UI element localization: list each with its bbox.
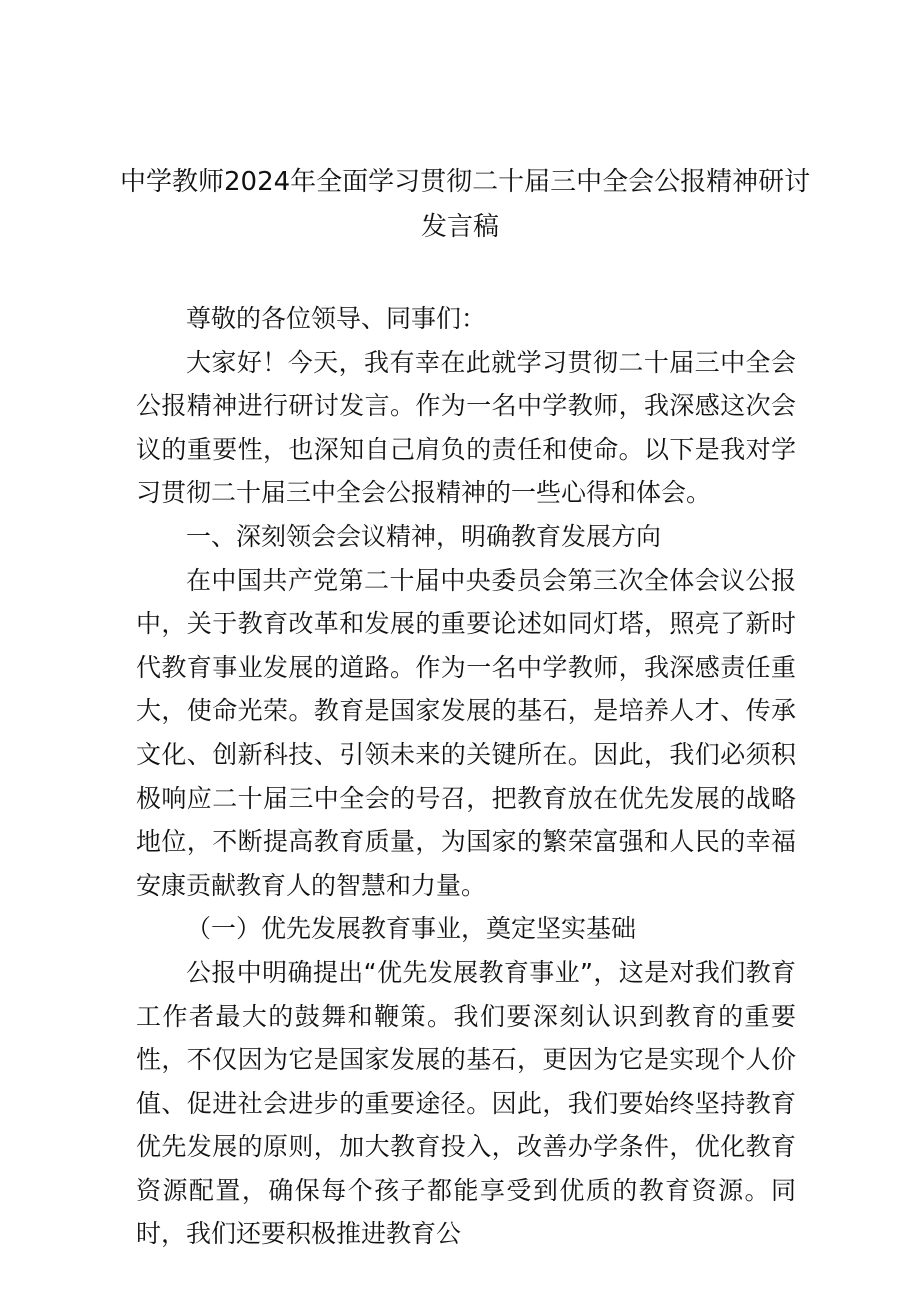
document-body [136, 297, 796, 1256]
paragraph-section-1: 在中国共产党第二十届中央委员会第三次全体会议公报中，关于教育改革和发展的重要论述如同灯塔，照亮了新时代教育事业发展的道路。作为一名中学教师，我深感责任重大，使命光荣。教育是国家发展的基石，是培养人才、传承文化、创新科技、引领未来的关键所在。因此，我们必须积极响应二十届三中全会的号召，把教育放在优先发展的战略地位，不断提高教育质量，为国家的繁荣富强和人民的幸福安康贡献教育人的智慧和力量。 [136, 565, 796, 900]
title-line-2: 发言稿 [420, 212, 499, 242]
paragraph-opening: 大家好！今天，我有幸在此就学习贯彻二十届三中全会公报精神进行研讨发言。作为一名中学教师，我深感这次会议的重要性，也深知自己肩负的责任和使命。以下是我对学习贯彻二十届三中全会公报精神的一些心得和体会。 [136, 347, 796, 508]
paragraph-subsection-1: 公报中明确提出“优先发展教育事业”，这是对我们教育工作者最大的鼓舞和鞭策。我们要深刻认识到教育的重要性，不仅因为它是国家发展的基石，更因为它是实现个人价值、促进社会进步的重要途径。因此，我们要始终坚持教育优先发展的原则，加大教育投入，改善办学条件，优化教育资源配置，确保每个孩子都能享受到优质的教育资源。同时，我们还要积极推进教育公 [136, 957, 796, 1249]
section-heading-1: 一、深刻领会会议精神，明确教育发展方向 [186, 521, 662, 551]
subsection-heading-1: （一）优先发展教育事业，奠定坚实基础 [186, 914, 637, 944]
title-line-1: 中学教师2024年全面学习贯彻二十届三中全会公报精神研讨 [120, 167, 811, 197]
document-title [120, 160, 811, 250]
salutation: 尊敬的各位领导、同事们： [186, 304, 487, 333]
